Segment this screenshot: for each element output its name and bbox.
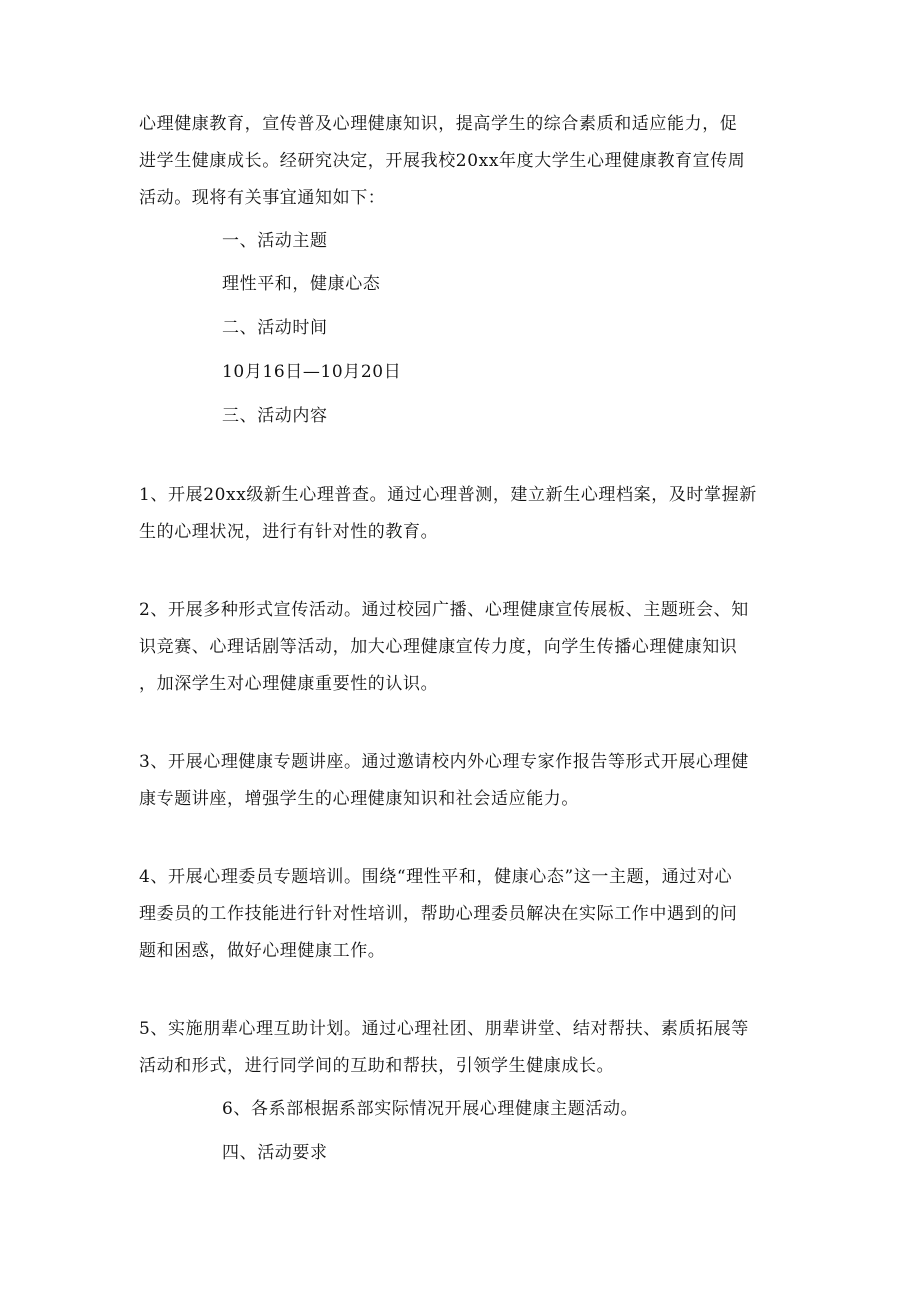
item-2-line-3: ，加深学生对心理健康重要性的认识。 [139,674,439,694]
item-5-line-1: 5、实施朋辈心理互助计划。通过心理社团、朋辈讲堂、结对帮扶、素质拓展等 [139,1019,749,1039]
item-3-line-2: 康专题讲座，增强学生的心理健康知识和社会适应能力。 [139,789,579,809]
item-4-line-3: 题和困惑，做好心理健康工作。 [139,941,386,961]
item-6-line-1: 6、各系部根据系部实际情况开展心理健康主题活动。 [222,1099,639,1119]
section-3-heading: 三、活动内容 [222,406,328,426]
section-2-heading: 二、活动时间 [222,318,328,338]
item-1-line-1: 1、开展20xx级新生心理普查。通过心理普测，建立新生心理档案，及时掌握新 [139,485,757,505]
item-5-line-2: 活动和形式，进行同学间的互助和帮扶，引领学生健康成长。 [139,1056,615,1076]
item-3-line-1: 3、开展心理健康专题讲座。通过邀请校内外心理专家作报告等形式开展心理健 [139,752,749,772]
item-4-line-1: 4、开展心理委员专题培训。围绕“理性平和，健康心态”这一主题，通过对心 [139,867,733,887]
item-1-line-2: 生的心理状况，进行有针对性的教育。 [139,522,439,542]
intro-line-3: 活动。现将有关事宜通知如下： [139,188,386,208]
item-2-line-1: 2、开展多种形式宣传活动。通过校园广播、心理健康宣传展板、主题班会、知 [139,600,749,620]
intro-line-2: 进学生健康成长。经研究决定，开展我校20xx年度大学生心理健康教育宣传周 [139,151,746,171]
section-1-heading: 一、活动主题 [222,231,328,251]
intro-line-1: 心理健康教育，宣传普及心理健康知识，提高学生的综合素质和适应能力，促 [139,114,738,134]
section-2-content: 10月16日—10月20日 [222,362,402,382]
item-2-line-2: 识竞赛、心理话剧等活动，加大心理健康宣传力度，向学生传播心理健康知识 [139,637,738,657]
section-1-content: 理性平和，健康心态 [222,274,381,294]
section-4-heading: 四、活动要求 [222,1143,328,1163]
item-4-line-2: 理委员的工作技能进行针对性培训，帮助心理委员解决在实际工作中遇到的问 [139,904,738,924]
